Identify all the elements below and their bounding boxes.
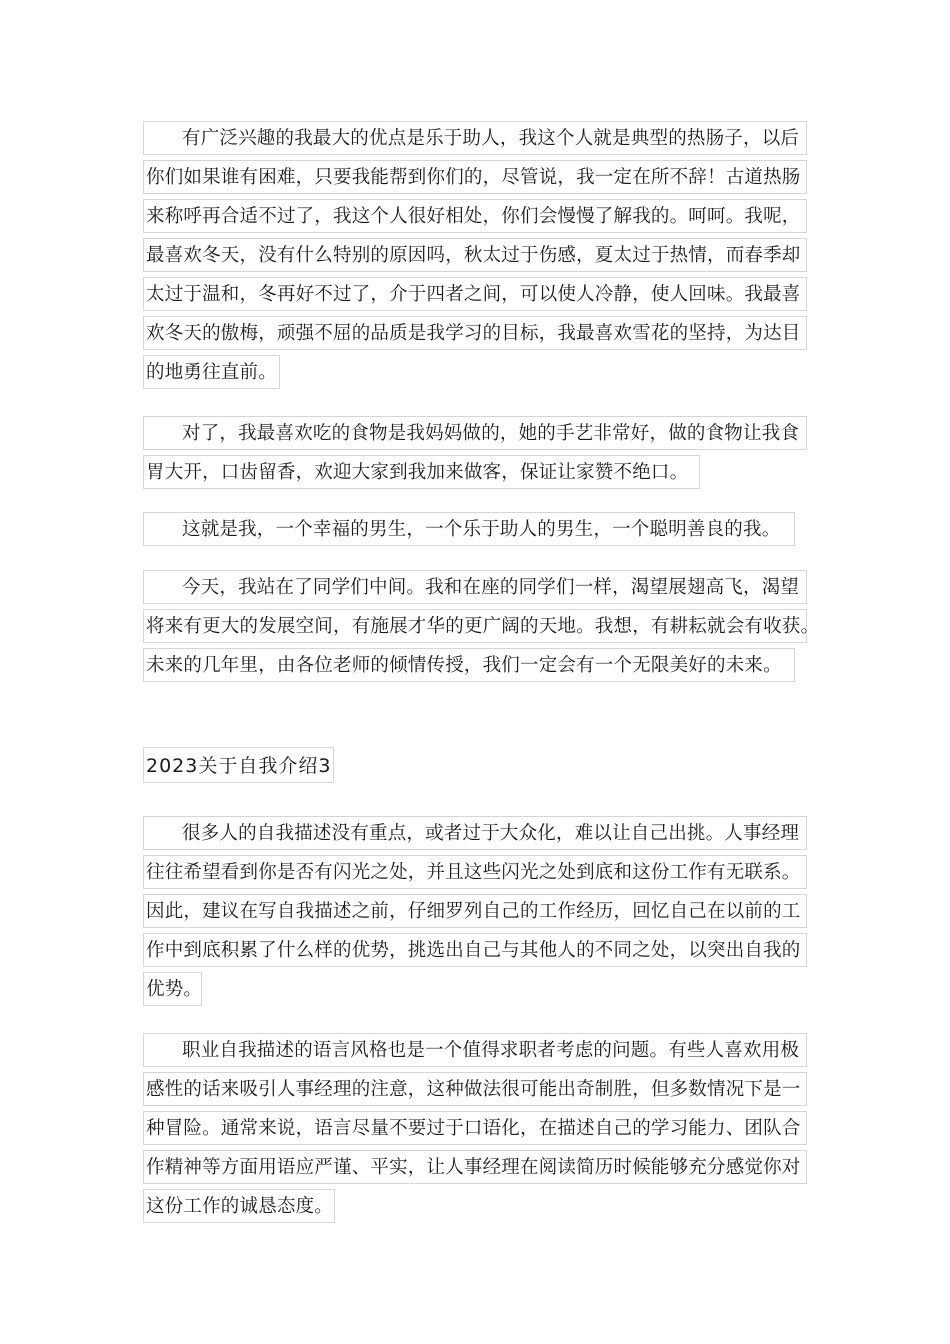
paragraph-future — [143, 570, 820, 687]
text-line: 职业自我描述的语言风格也是一个值得求职者考虑的问题。有些人喜欢用极 — [143, 1033, 807, 1072]
text-line: 很多人的自我描述没有重点，或者过于大众化，难以让自己出挑。人事经理 — [143, 816, 807, 855]
text-line: 今天，我站在了同学们中间。我和在座的同学们一样，渴望展翅高飞，渴望 — [143, 570, 807, 609]
section-heading: 2023关于自我介绍3 — [143, 747, 334, 783]
text-line: 的地勇往直前。 — [143, 355, 807, 394]
text-line: 对了，我最喜欢吃的食物是我妈妈做的，她的手艺非常好，做的食物让我食 — [143, 416, 807, 455]
text-line: 优势。 — [143, 972, 807, 1011]
paragraph-summary — [143, 512, 807, 551]
text-line: 来称呼再合适不过了，我这个人很好相处，你们会慢慢了解我的。呵呵。我呢， — [143, 199, 807, 238]
text-line: 有广泛兴趣的我最大的优点是乐于助人，我这个人就是典型的热肠子，以后 — [143, 121, 807, 160]
text-line: 这份工作的诚恳态度。 — [143, 1189, 807, 1228]
text-line: 往往希望看到你是否有闪光之处，并且这些闪光之处到底和这份工作有无联系。 — [143, 855, 807, 894]
text-line: 最喜欢冬天，没有什么特别的原因吗，秋太过于伤感，夏太过于热情，而春季却 — [143, 238, 807, 277]
paragraph-self-description — [143, 816, 807, 1011]
text-line: 因此，建议在写自我描述之前，仔细罗列自己的工作经历，回忆自己在以前的工 — [143, 894, 807, 933]
text-line: 作精神等方面用语应严谨、平实，让人事经理在阅读简历时候能够充分感觉你对 — [143, 1150, 807, 1189]
text-line: 种冒险。通常来说，语言尽量不要过于口语化，在描述自己的学习能力、团队合 — [143, 1111, 807, 1150]
paragraph-language-style — [143, 1033, 807, 1228]
paragraph-food — [143, 416, 807, 494]
text-line: 太过于温和，冬再好不过了，介于四者之间，可以使人冷静，使人回味。我最喜 — [143, 277, 807, 316]
text-line: 胃大开，口齿留香，欢迎大家到我加来做客，保证让家赞不绝口。 — [143, 455, 807, 494]
text-line: 未来的几年里，由各位老师的倾情传授，我们一定会有一个无限美好的未来。 — [143, 648, 807, 687]
text-line: 感性的话来吸引人事经理的注意，这种做法很可能出奇制胜，但多数情况下是一 — [143, 1072, 807, 1111]
text-line: 作中到底积累了什么样的优势，挑选出自己与其他人的不同之处，以突出自我的 — [143, 933, 807, 972]
text-line: 将来有更大的发展空间，有施展才华的更广阔的天地。我想，有耕耘就会有收获。 — [143, 609, 807, 648]
paragraph-hobbies — [143, 121, 807, 394]
text-line: 你们如果谁有困难，只要我能帮到你们的，尽管说，我一定在所不辞！古道热肠 — [143, 160, 807, 199]
text-line: 这就是我，一个幸福的男生，一个乐于助人的男生，一个聪明善良的我。 — [143, 512, 807, 551]
text-line: 欢冬天的傲梅，顽强不屈的品质是我学习的目标，我最喜欢雪花的坚持，为达目 — [143, 316, 807, 355]
